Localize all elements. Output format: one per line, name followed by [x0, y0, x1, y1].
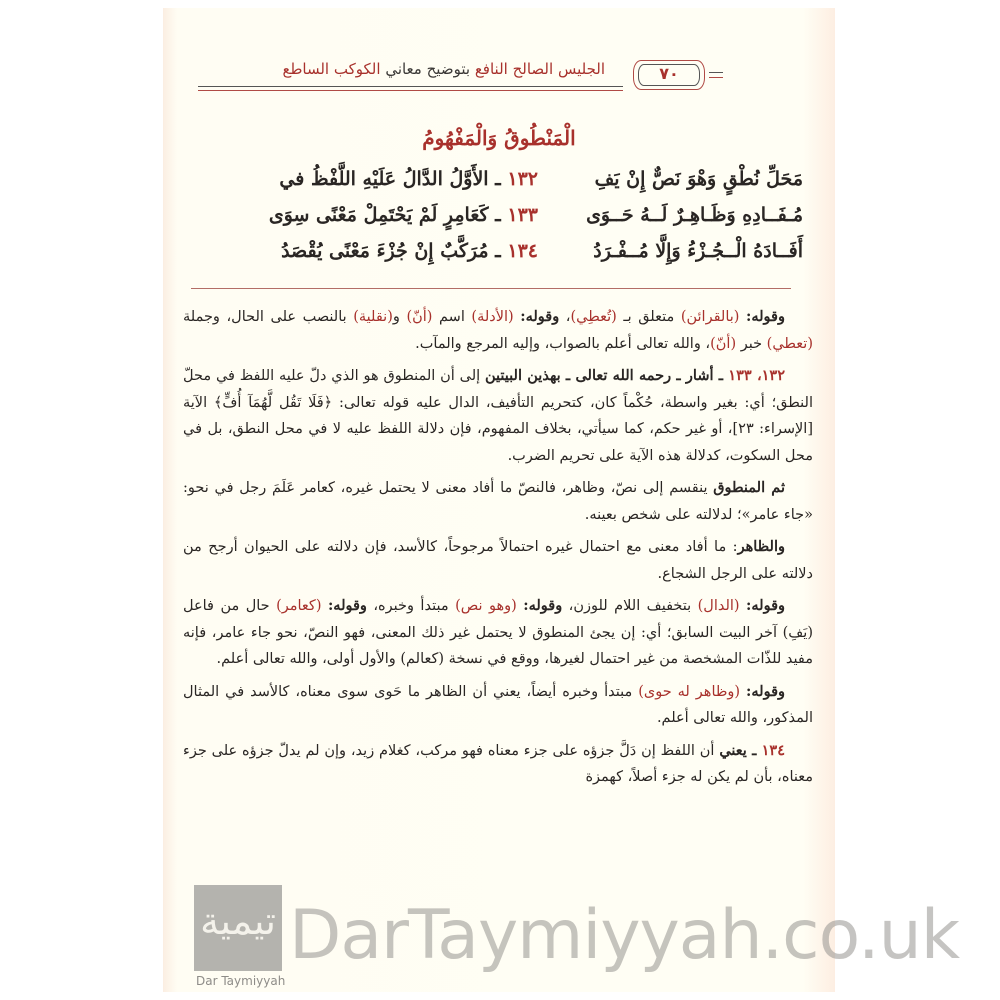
- running-header-title: [282, 60, 605, 78]
- lead-phrase: ثم المنطوق: [713, 479, 785, 496]
- text: : ما أفاد معنى مع احتمال غيره احتمالاً مرجوحاً، كالأسد، فإن دلالته على الحيوان أرجح من دلالته على الرجل الشجاع.: [183, 539, 813, 582]
- quoted-term: (أنّ): [406, 309, 433, 325]
- lead-phrase: والظاهر: [737, 538, 785, 555]
- page-number-side-rule: [709, 72, 723, 73]
- verse-first-hemistich: [183, 204, 538, 226]
- header-word: الكوكب: [333, 60, 381, 78]
- quoted-term: (بالقرائن): [680, 309, 740, 325]
- lead-phrase: ـ أشار ـ رحمه الله تعالى ـ بهذين البيتين: [485, 367, 729, 384]
- text: إلى أن المنطوق هو الذي دلّ عليه اللفظ في محلّ النطق؛ أي: بغير واسطة، حُكْماً كان، كتحريم التأفيف، الدال عليه قوله تعالى: ﴿فَلَا تَقُل لَّهُمَآ أُفٍّ﴾ الآية [الإسراء: ٢٣]، أو غير حكم، كما سيأتي، بخلاف المفهوم، فإن دلالة اللفظ عليه لا في محل النطق، بل في محل السكوت، كدلالة هذه الآية على تحريم الضرب.: [183, 368, 813, 464]
- label-qawluhu: وقوله:: [746, 597, 786, 614]
- commentary: [183, 304, 813, 797]
- page-number: ٧٠: [659, 64, 679, 83]
- text: أن اللفظ إن دَلَّ جزؤه على جزء معناه فهو مركب، كغلام زيد، وإن لم يدلّ جزؤه على جزء معناه، بأن لم يكن له جزء أصلاً، كهمزة: [183, 742, 813, 785]
- commentary-paragraph: [183, 304, 813, 357]
- logo-calligraphy-icon: تيمية: [200, 899, 276, 943]
- verse-line: [183, 197, 803, 233]
- quoted-term: (نقلية): [353, 309, 393, 325]
- quoted-term: (الدال): [697, 598, 747, 614]
- verse-first-hemistich: [183, 240, 538, 262]
- quoted-term: (وهو نص): [455, 598, 524, 614]
- verses-divider: [191, 288, 791, 289]
- text: بالنصب على الحال، وجملة: [183, 309, 354, 325]
- label-qawluhu: وقوله:: [523, 597, 563, 614]
- header-rule-red: [198, 90, 623, 91]
- text: حال من فاعل (يَفِ) آخر البيت السابق؛ أي: إن يجئ المنطوق لا يحتمل غير ذلك المعنى، فهو النصّ، نحو جاء عامر، فإنه مفيد للذّات المشخصة من غير احتمال لغيرها، ووقع في نسخة (كعالم) والأول أولى، والله تعالى أعلم.: [183, 598, 813, 667]
- verse-line: [183, 233, 803, 269]
- verse-number: ١٣٢: [507, 168, 538, 190]
- text: اسم: [432, 309, 472, 325]
- verse-first-hemistich: [183, 168, 538, 190]
- text: ينقسم إلى نصّ، وظاهر، فالنصّ ما أفاد معنى لا يحتمل غيره، كعامر عَلَمَ رجل في نحو: «جاء عامر»؛ لدلالته على شخص بعينه.: [183, 480, 813, 523]
- page-number-ornament: [633, 60, 705, 90]
- label-qawluhu: وقوله:: [746, 308, 785, 325]
- verse-text: ـ الأَوَّلُ الدَّالُ عَلَيْهِ اللَّفْظُ في: [279, 168, 501, 190]
- header-word: الساطع: [282, 60, 330, 78]
- label-qawluhu: وقوله:: [520, 308, 560, 325]
- commentary-paragraph: [183, 679, 813, 732]
- commentary-paragraph: [183, 534, 813, 587]
- book-page: [163, 8, 960, 992]
- verse-reference-number: ١٣٢، ١٣٣: [728, 367, 785, 384]
- text: مبتدأ وخبره أيضاً، يعني أن الظاهر ما حَوى سوى معناه، كالأسد في المثال المذكور، والله تعالى أعلم.: [183, 683, 813, 726]
- verse-line: [183, 161, 803, 197]
- verses-block: [183, 161, 803, 269]
- quoted-term: (كعامر): [276, 598, 328, 614]
- quoted-term: (الأدلة): [471, 309, 521, 325]
- quoted-term: (وظاهر له حوى): [638, 683, 747, 700]
- text: و: [392, 309, 407, 325]
- header-word: بتوضيح: [426, 60, 471, 78]
- label-qawluhu: وقوله:: [327, 597, 367, 614]
- header-word: معاني: [385, 60, 422, 78]
- publisher-logo-watermark: [194, 885, 282, 971]
- website-watermark: DarTaymiyyah.co.uk: [289, 896, 960, 975]
- quoted-term: (تُعطِي): [570, 309, 617, 325]
- page-number-frame: [625, 60, 721, 94]
- verse-second-hemistich: مَحَلِّ نُطْقٍ وَهْوَ نَصٌّ إِنْ يَفِ: [594, 168, 803, 190]
- label-qawluhu: وقوله:: [746, 682, 785, 700]
- section-title: الْمَنْطُوقُ وَالْمَفْهُومُ: [422, 126, 576, 150]
- commentary-paragraph: [183, 593, 813, 673]
- page-number-side-rule: [709, 77, 723, 78]
- header-word: الجليس: [557, 60, 605, 78]
- text: ، والله تعالى أعلم بالصواب، وإليه المرجع والمآب.: [415, 335, 711, 352]
- commentary-paragraph: [183, 738, 813, 791]
- verse-number: ١٣٤: [507, 240, 538, 262]
- text: بتخفيف اللام للوزن،: [562, 598, 698, 614]
- quoted-term: (أنّ): [710, 335, 737, 352]
- header-word: الصالح: [512, 60, 554, 78]
- publisher-logo-caption: Dar Taymiyyah: [196, 974, 286, 988]
- quoted-term: (تعطي): [766, 335, 813, 352]
- header-rule-dark: [198, 86, 623, 87]
- commentary-paragraph: [183, 363, 813, 469]
- verse-reference-number: ١٣٤: [761, 741, 785, 759]
- verse-text: ـ مُرَكَّبٌ إِنْ جُزْءَ مَعْنًى يُقْصَدُ: [281, 240, 501, 262]
- verse-number: ١٣٣: [507, 204, 538, 226]
- text: خبر: [736, 335, 767, 352]
- text: ،: [559, 309, 571, 325]
- commentary-paragraph: [183, 475, 813, 528]
- header-word: النافع: [474, 60, 508, 78]
- text: مبتدأ وخبره،: [366, 598, 456, 614]
- verse-second-hemistich: مُـفَــادِهِ وَظَـاهِـرٌ لَــهُ حَــوَى: [586, 204, 803, 226]
- text: متعلق بـ: [616, 309, 681, 325]
- lead-phrase: ـ يعني: [719, 741, 762, 759]
- verse-second-hemistich: أَفَــادَهُ الْــجُـزْءُ وَإِلَّا مُــفْـرَدُ: [593, 240, 803, 262]
- verse-text: ـ كَعَامِرٍ لَمْ يَحْتَمِلْ مَعْنًى سِوَى: [268, 204, 501, 226]
